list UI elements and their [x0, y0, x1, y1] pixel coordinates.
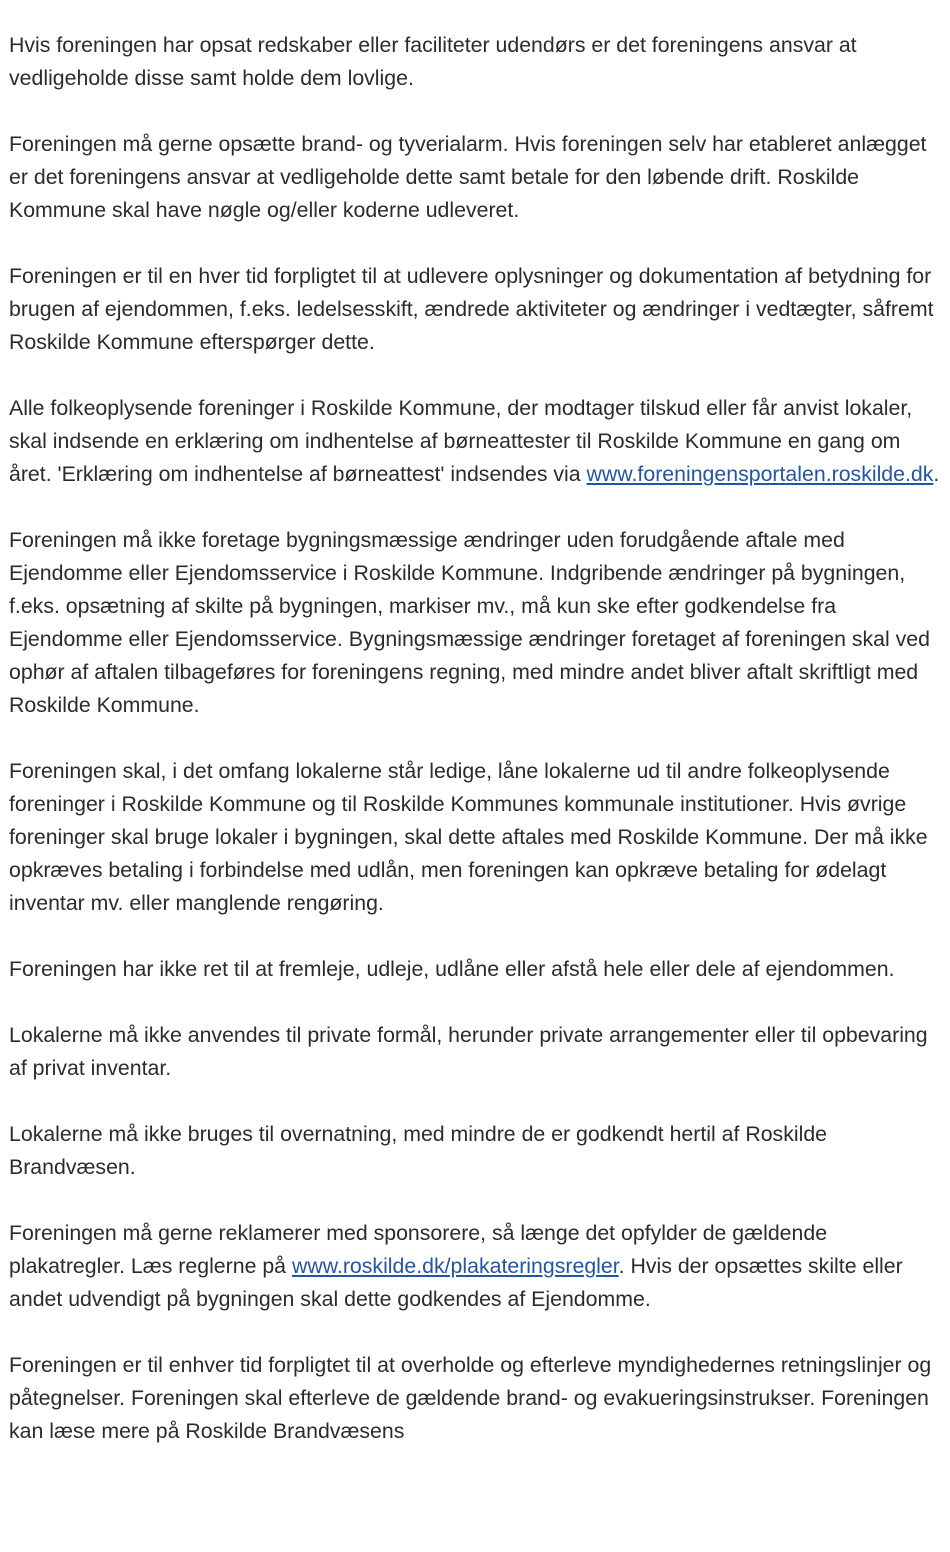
paragraph-authority-guidelines: Foreningen er til enhver tid forpligtet til at overholde og efterleve myndighedernes retningslinjer og påtegnelser. Foreningen skal efterleve de gældende brand- og evakueringsinstrukser. Foreningen kan læse mere på Roskilde Brandvæsens [9, 1353, 932, 1443]
paragraph-child-certificates-end: . [933, 462, 940, 486]
paragraph-subletting: Foreningen har ikke ret til at fremleje, udleje, udlåne eller afstå hele eller dele af ejendommen. [9, 957, 895, 981]
paragraph-overnight-stay: Lokalerne må ikke bruges til overnatning, med mindre de er godkendt hertil af Roskilde Brandvæsen. [9, 1122, 828, 1179]
paragraph-child-certificates [9, 392, 944, 491]
paragraph-sponsors [9, 1217, 944, 1316]
foreningsportalen-link[interactable]: www.foreningensportalen.roskilde.dk [586, 462, 934, 486]
paragraph-outdoor-facilities: Hvis foreningen har opsat redskaber eller faciliteter udendørs er det foreningens ansvar at vedligeholde disse samt holde dem lovlige. [9, 33, 857, 90]
paragraph-alarm: Foreningen må gerne opsætte brand- og tyverialarm. Hvis foreningen selv har etableret anlægget er det foreningens ansvar at vedligeholde dette samt betale for den løbende drift. Roskilde Kommune skal have nøgle og/eller koderne udleveret. [9, 132, 927, 222]
paragraph-child-certificates-text: Alle folkeoplysende foreninger i Roskilde Kommune, der modtager tilskud eller får anvist lokaler, skal indsende en erklæring om indhentelse af børneattester til Roskilde Kommune en gang om året. 'Erklæring om indhentelse af børneattest' indsendes via [9, 396, 913, 486]
paragraph-building-changes: Foreningen må ikke foretage bygningsmæssige ændringer uden forudgående aftale med Ejendomme eller Ejendomsservice i Roskilde Kommune. Indgribende ændringer på bygningen, f.eks. opsætning af skilte på bygningen, markiser mv., må kun ske efter godkendelse fra Ejendomme eller Ejendomsservice. Bygningsmæssige ændringer foretaget af foreningen skal ved ophør af aftalen tilbageføres for foreningens regning, med mindre andet bliver aftalt skriftligt med Roskilde Kommune. [9, 528, 930, 717]
document-body [9, 29, 944, 1481]
paragraph-lending-rooms: Foreningen skal, i det omfang lokalerne står ledige, låne lokalerne ud til andre folkeoplysende foreninger i Roskilde Kommune og til Roskilde Kommunes kommunale institutioner. Hvis øvrige foreninger skal bruge lokaler i bygningen, skal dette aftales med Roskilde Kommune. Der må ikke opkræves betaling i forbindelse med udlån, men foreningen kan opkræve betaling for ødelagt inventar mv. eller manglende rengøring. [9, 759, 928, 915]
paragraph-sponsors-text: Foreningen må gerne reklamerer med sponsorere, så længe det opfylder de gældende plakatregler. Læs reglerne på [9, 1221, 828, 1278]
paragraph-sponsors-end: . Hvis der opsættes skilte eller andet udvendigt på bygningen skal dette godkendes af Ejendomme. [9, 1254, 903, 1311]
paragraph-private-use: Lokalerne må ikke anvendes til private formål, herunder private arrangementer eller til opbevaring af privat inventar. [9, 1023, 928, 1080]
plakateringsregler-link[interactable]: www.roskilde.dk/plakateringsregler [291, 1254, 619, 1278]
paragraph-documentation: Foreningen er til en hver tid forpligtet til at udlevere oplysninger og dokumentation af betydning for brugen af ejendommen, f.eks. ledelsesskift, ændrede aktiviteter og ændringer i vedtægter, såfremt Roskilde Kommune efterspørger dette. [9, 264, 934, 354]
